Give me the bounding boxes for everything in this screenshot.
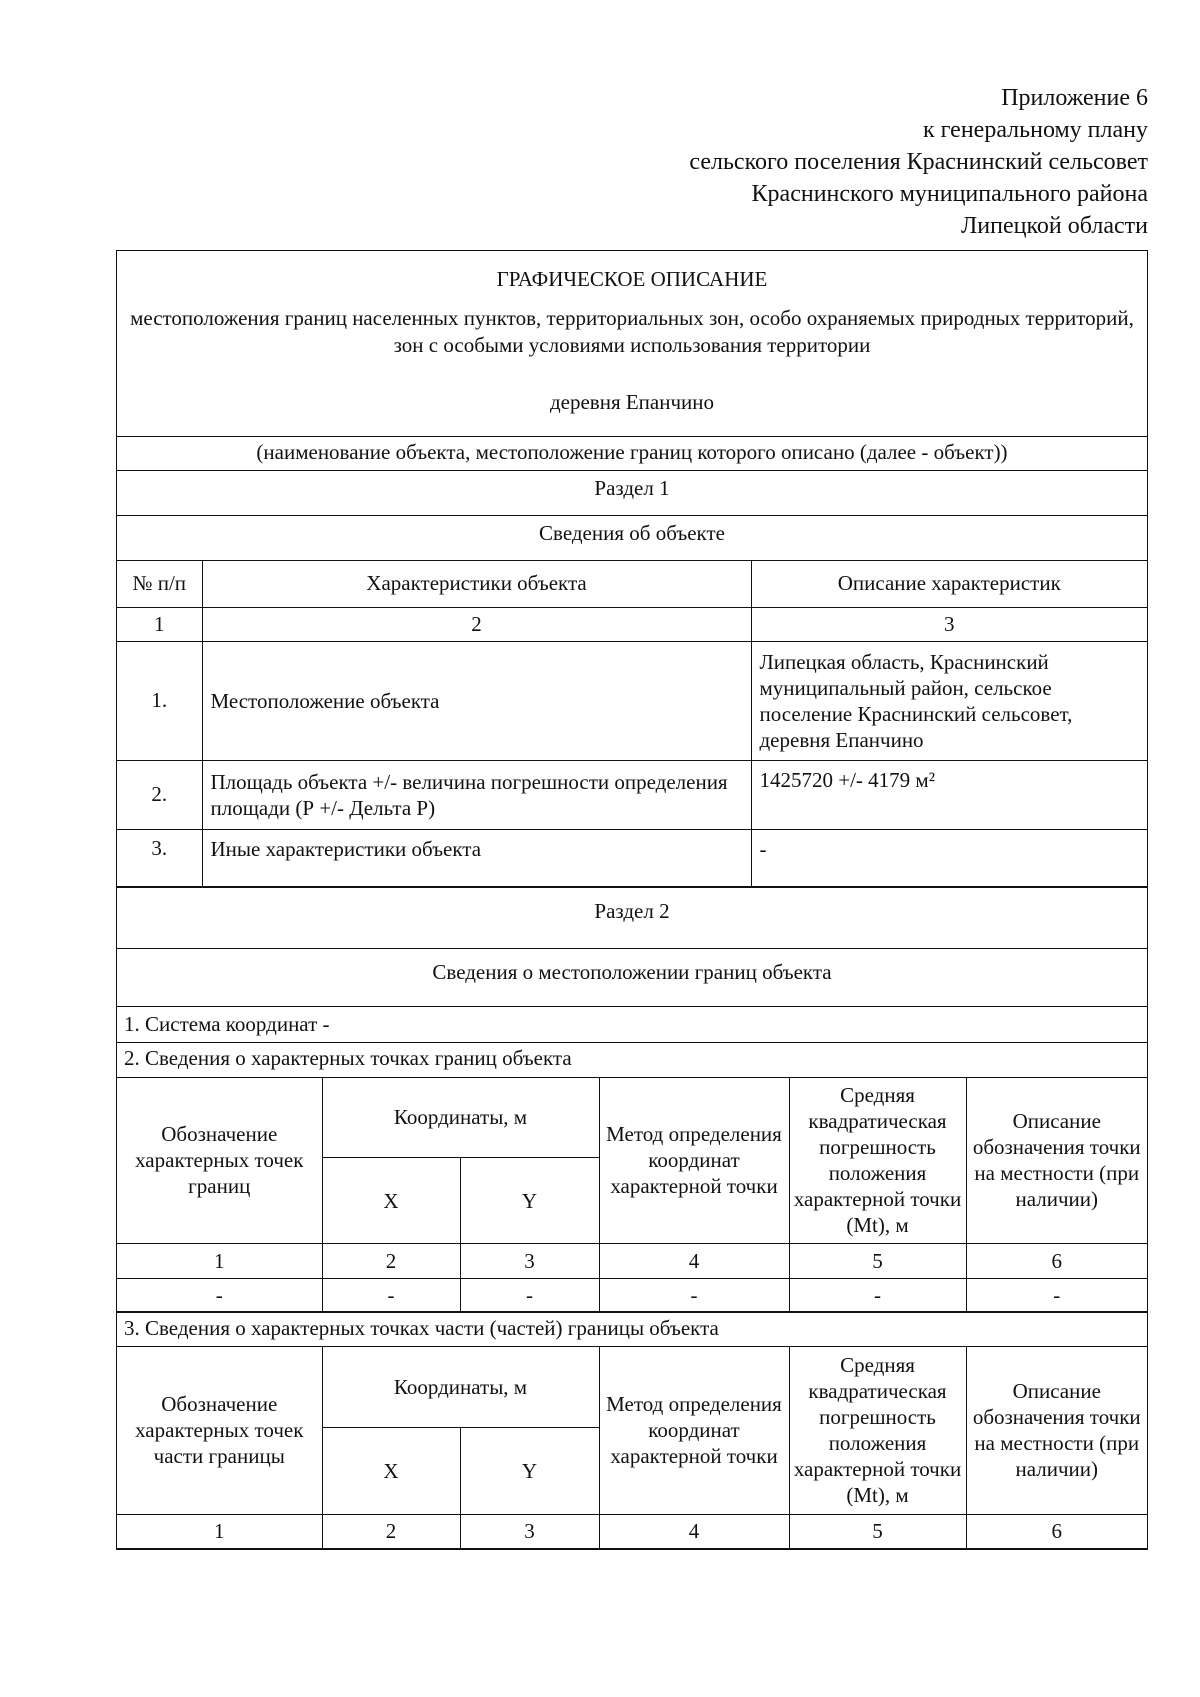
form-frame — [116, 250, 1148, 1550]
column-number: 3 — [460, 1514, 599, 1548]
coordinate-system: 1. Система координат - — [117, 1007, 1147, 1043]
row-description: Липецкая область, Краснинский муниципальный район, сельское поселение Краснинский сельсовет, деревня Епанчино — [751, 641, 1147, 760]
title-block — [117, 251, 1147, 437]
part-points-section-title: 3. Сведения о характерных точках части (частей) границы объекта — [117, 1313, 1147, 1347]
column-number: 2 — [322, 1244, 460, 1279]
header-coordinates: Координаты, м — [322, 1347, 599, 1427]
header-y: Y — [460, 1427, 599, 1514]
appendix-header — [689, 82, 1148, 242]
header-designation: Обозначение характерных точек части границы — [117, 1347, 322, 1514]
header-line-settlement: сельского поселения Краснинский сельсовет — [689, 149, 1148, 175]
points-table-wrap — [117, 1078, 1147, 1314]
header-x: X — [322, 1158, 460, 1244]
header-coordinates: Координаты, м — [322, 1078, 599, 1158]
header-cell-desc: Описание характеристик — [751, 561, 1147, 607]
section1-title: Раздел 1 — [117, 471, 1147, 516]
column-number: 1 — [117, 607, 202, 641]
table-row — [117, 829, 1147, 886]
table-number-row — [117, 607, 1147, 641]
row-number: 1. — [117, 641, 202, 760]
boundary-points-table — [117, 1078, 1147, 1313]
header-line-region: Липецкой области — [961, 213, 1148, 239]
table-number-row — [117, 1244, 1147, 1279]
table-row — [117, 1279, 1147, 1312]
row-description: - — [751, 829, 1147, 886]
header-designation: Обозначение характерных точек границ — [117, 1078, 322, 1244]
column-number: 4 — [599, 1244, 789, 1279]
header-error: Средняя квадратическая погрешность положения характерной точки (Mt), м — [789, 1078, 966, 1244]
row-characteristic: Иные характеристики объекта — [202, 829, 751, 886]
row-characteristic: Площадь объекта +/- величина погрешности определения площади (Р +/- Дельта Р) — [202, 760, 751, 829]
column-number: 5 — [789, 1514, 966, 1548]
header-method: Метод определения координат характерной точки — [599, 1078, 789, 1244]
column-number: 3 — [751, 607, 1147, 641]
document-title: ГРАФИЧЕСКОЕ ОПИСАНИЕ — [496, 267, 768, 291]
table-header-row — [117, 1347, 1147, 1427]
table-cell: - — [460, 1279, 599, 1312]
header-description: Описание обозначения точки на местности (при наличии) — [966, 1078, 1147, 1244]
points-section-title: 2. Сведения о характерных точках границ объекта — [117, 1043, 1147, 1078]
object-caption: (наименование объекта, местоположение границ которого описано (далее - объект)) — [117, 437, 1147, 471]
table-header-row — [117, 561, 1147, 607]
row-description: 1425720 +/- 4179 м² — [751, 760, 1147, 829]
table-cell: - — [966, 1279, 1147, 1312]
section2-title: Раздел 2 — [117, 887, 1147, 949]
header-y: Y — [460, 1158, 599, 1244]
table-number-row — [117, 1514, 1147, 1548]
header-cell-char: Характеристики объекта — [202, 561, 751, 607]
row-number: 3. — [117, 829, 202, 886]
column-number: 3 — [460, 1244, 599, 1279]
section2-subtitle: Сведения о местоположении границ объекта — [117, 949, 1147, 1007]
column-number: 6 — [966, 1514, 1147, 1548]
header-line-district: Краснинского муниципального района — [751, 181, 1148, 207]
document-subtitle: местоположения границ населенных пунктов, территориальных зон, особо охраняемых природных территорий, зон с особыми условиями использования территории — [130, 306, 1134, 357]
header-x: X — [322, 1427, 460, 1514]
column-number: 1 — [117, 1514, 322, 1548]
header-line-plan: к генеральному плану — [922, 117, 1148, 143]
object-info-table — [117, 561, 1147, 887]
table-cell: - — [117, 1279, 322, 1312]
table-cell: - — [599, 1279, 789, 1312]
table-row — [117, 641, 1147, 760]
column-number: 1 — [117, 1244, 322, 1279]
row-number: 2. — [117, 760, 202, 829]
row-characteristic: Местоположение объекта — [202, 641, 751, 760]
column-number: 4 — [599, 1514, 789, 1548]
table-row — [117, 760, 1147, 829]
column-number: 2 — [202, 607, 751, 641]
table-header-row — [117, 1078, 1147, 1158]
header-cell-num: № п/п — [117, 561, 202, 607]
column-number: 5 — [789, 1244, 966, 1279]
header-description: Описание обозначения точки на местности (при наличии) — [966, 1347, 1147, 1514]
table-cell: - — [322, 1279, 460, 1312]
header-error: Средняя квадратическая погрешность положения характерной точки (Mt), м — [789, 1347, 966, 1514]
section1-table-wrap — [117, 561, 1147, 887]
section1-subtitle: Сведения об объекте — [117, 516, 1147, 561]
header-line-appendix: Приложение 6 — [1001, 85, 1148, 111]
table-cell: - — [789, 1279, 966, 1312]
object-name: деревня Епанчино — [549, 390, 715, 414]
part-boundary-points-table — [117, 1347, 1147, 1549]
part-points-table-wrap — [117, 1347, 1147, 1550]
column-number: 6 — [966, 1244, 1147, 1279]
column-number: 2 — [322, 1514, 460, 1548]
header-method: Метод определения координат характерной точки — [599, 1347, 789, 1514]
